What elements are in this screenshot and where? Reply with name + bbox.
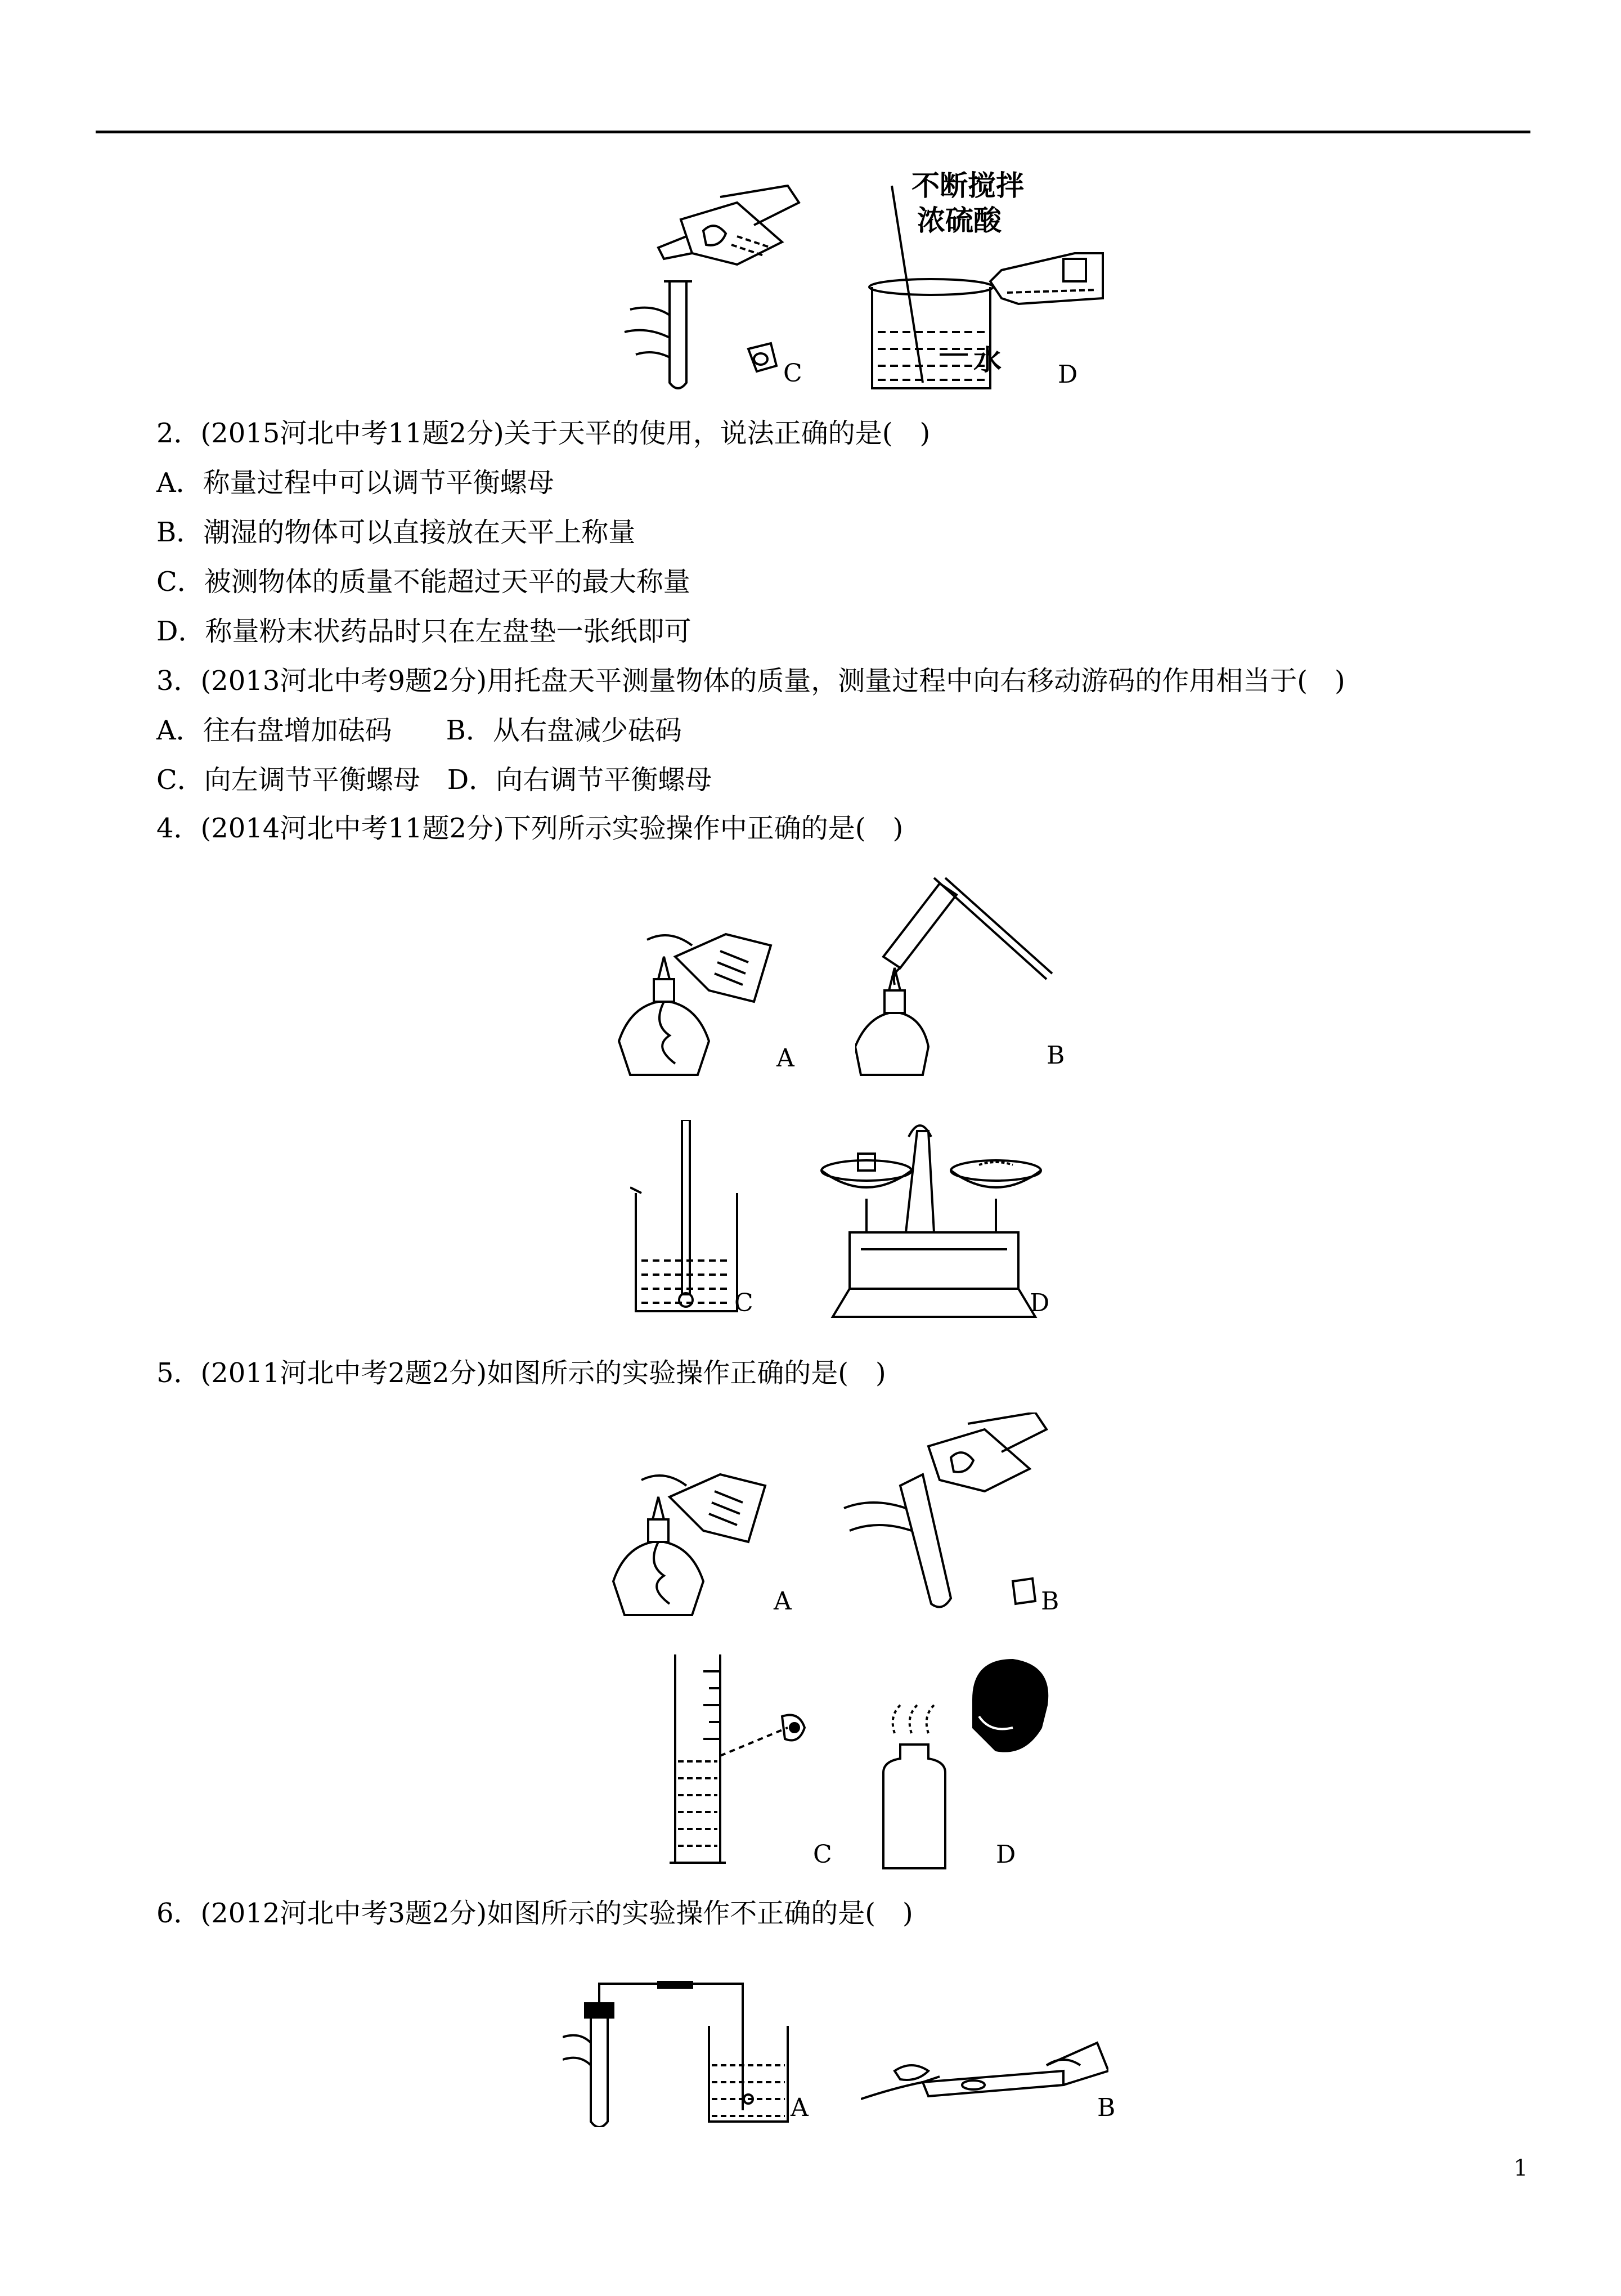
question-4-stem: 4．(2014河北中考11题2分)下列所示实验操作中正确的是( ) (156, 813, 904, 844)
question-6-stem: 6．(2012河北中考3题2分)如图所示的实验操作不正确的是( ) (156, 1898, 913, 1929)
q4-figure-a-lamp-lighting (613, 923, 793, 1080)
q4-figure-c-thermometer (630, 1120, 754, 1317)
callout-stir: 不断搅拌 (911, 169, 1024, 202)
q4-label-c: C (734, 1289, 753, 1317)
q4-figure-b-heating-tube (855, 872, 1069, 1080)
q5-figure-c-graduated-cylinder (664, 1649, 833, 1874)
q5-label-a: A (774, 1587, 792, 1616)
question-2-option-d: D．称量粉末状药品时只在左盘垫一张纸即可 (156, 616, 691, 647)
q4-label-a: A (776, 1044, 794, 1073)
question-3-options-cd: C．向左调节平衡螺母 D．向右调节平衡螺母 (156, 764, 712, 796)
question-3-stem: 3．(2013河北中考9题2分)用托盘天平测量物体的质量，测量过程中向右移动游码的作用相当于( ) (156, 665, 1345, 697)
question-2-option-b: B．潮湿的物体可以直接放在天平上称量 (156, 517, 636, 548)
question-5-stem: 5．(2011河北中考2题2分)如图所示的实验操作正确的是( ) (156, 1357, 886, 1389)
q6-figure-b-heating (861, 2032, 1116, 2127)
q6-figure-a-airtightness (563, 1981, 809, 2127)
q4-figure-d-balance (816, 1103, 1052, 1322)
q6-label-b: B (1097, 2093, 1116, 2122)
q5-label-b: B (1041, 1587, 1059, 1616)
header-rule (96, 131, 1530, 133)
question-2-option-c: C．被测物体的质量不能超过天平的最大称量 (156, 566, 690, 598)
q4-label-d: D (1030, 1289, 1050, 1317)
question-2-stem: 2．(2015河北中考11题2分)关于天平的使用，说法正确的是( ) (156, 418, 931, 449)
question-2-option-a: A．称量过程中可以调节平衡螺母 (156, 467, 554, 499)
figure-label-c: C (783, 359, 802, 388)
q5-figure-a-lamp-lighting (608, 1452, 792, 1621)
q5-label-d: D (996, 1840, 1016, 1869)
q5-label-c: C (813, 1840, 832, 1869)
q5-figure-b-pour-liquid (838, 1412, 1063, 1621)
q6-label-a: A (791, 2093, 809, 2122)
callout-water: 水 (973, 344, 1002, 376)
callout-acid: 浓硫酸 (917, 204, 1002, 237)
q5-figure-d-smell-gas (878, 1654, 1080, 1880)
question-3-options-ab: A．往右盘增加砝码 B．从右盘减少砝码 (156, 715, 682, 746)
page-number: 1 (1514, 2155, 1528, 2181)
figure-label-d: D (1058, 360, 1078, 389)
figure-pour-liquid-c (608, 180, 816, 394)
figure-dilute-acid-d (861, 163, 1131, 400)
q4-label-b: B (1047, 1041, 1065, 1070)
